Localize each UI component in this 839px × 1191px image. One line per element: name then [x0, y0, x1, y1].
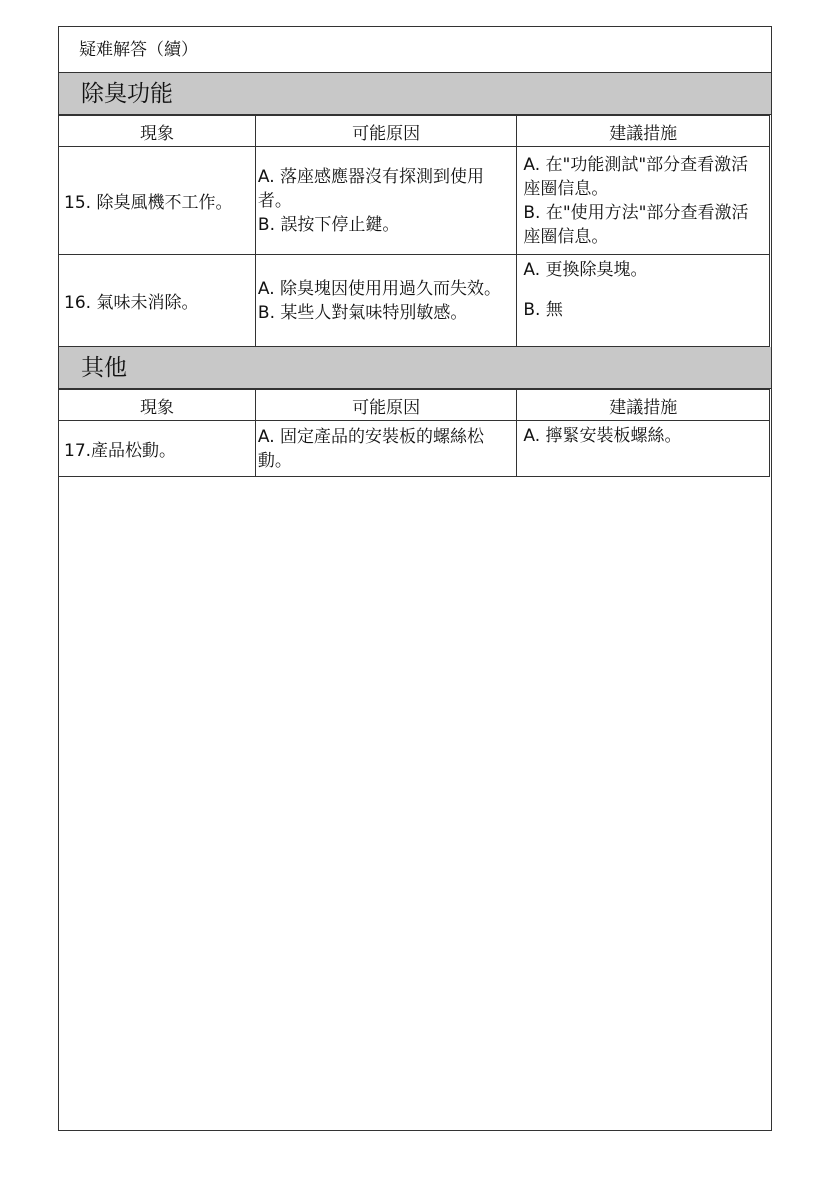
table-row: [59, 147, 770, 255]
troubleshoot-table-deodorize: [58, 115, 770, 347]
column-header-cause: 可能原因: [255, 116, 516, 147]
page-title: 疑难解答（續）: [59, 27, 771, 73]
column-header-symptom: 現象: [59, 390, 256, 421]
action-item: A. 擰緊安裝板螺絲。: [523, 426, 682, 446]
action-item: A. 在"功能測試"部分查看激活座圈信息。: [523, 154, 749, 199]
troubleshoot-table-other: [58, 389, 770, 477]
action-item: B. 在"使用方法"部分查看激活座圈信息。: [523, 202, 749, 247]
cause-cell: [255, 421, 516, 477]
column-header-action: 建議措施: [517, 390, 770, 421]
symptom-cell: 16. 氣味未消除。: [59, 255, 256, 347]
cause-item: A. 固定產品的安裝板的螺絲松動。: [257, 426, 485, 471]
symptom-cell: 17.產品松動。: [59, 421, 256, 477]
cause-cell: [255, 255, 516, 347]
cause-item: A. 除臭塊因使用用過久而失效。: [257, 278, 502, 299]
section-heading-deodorize: 除臭功能: [59, 73, 771, 115]
action-item: B. 無: [523, 300, 563, 320]
table-header-row: [59, 390, 770, 421]
symptom-cell: 15. 除臭風機不工作。: [59, 147, 256, 255]
action-cell: [517, 421, 770, 477]
cause-item: A. 落座感應器沒有探測到使用者。: [257, 166, 485, 211]
document-frame: [58, 26, 772, 1131]
action-cell: [517, 255, 770, 347]
table-row: [59, 255, 770, 347]
action-cell: [517, 147, 770, 255]
section-heading-other: 其他: [59, 347, 771, 389]
column-header-action: 建議措施: [517, 116, 770, 147]
column-header-symptom: 現象: [59, 116, 256, 147]
cause-item: B. 誤按下停止鍵。: [257, 214, 400, 235]
table-row: [59, 421, 770, 477]
cause-cell: [255, 147, 516, 255]
column-header-cause: 可能原因: [255, 390, 516, 421]
action-item: A. 更換除臭塊。: [523, 260, 648, 280]
cause-item: B. 某些人對氣味特別敏感。: [257, 302, 468, 323]
table-header-row: [59, 116, 770, 147]
